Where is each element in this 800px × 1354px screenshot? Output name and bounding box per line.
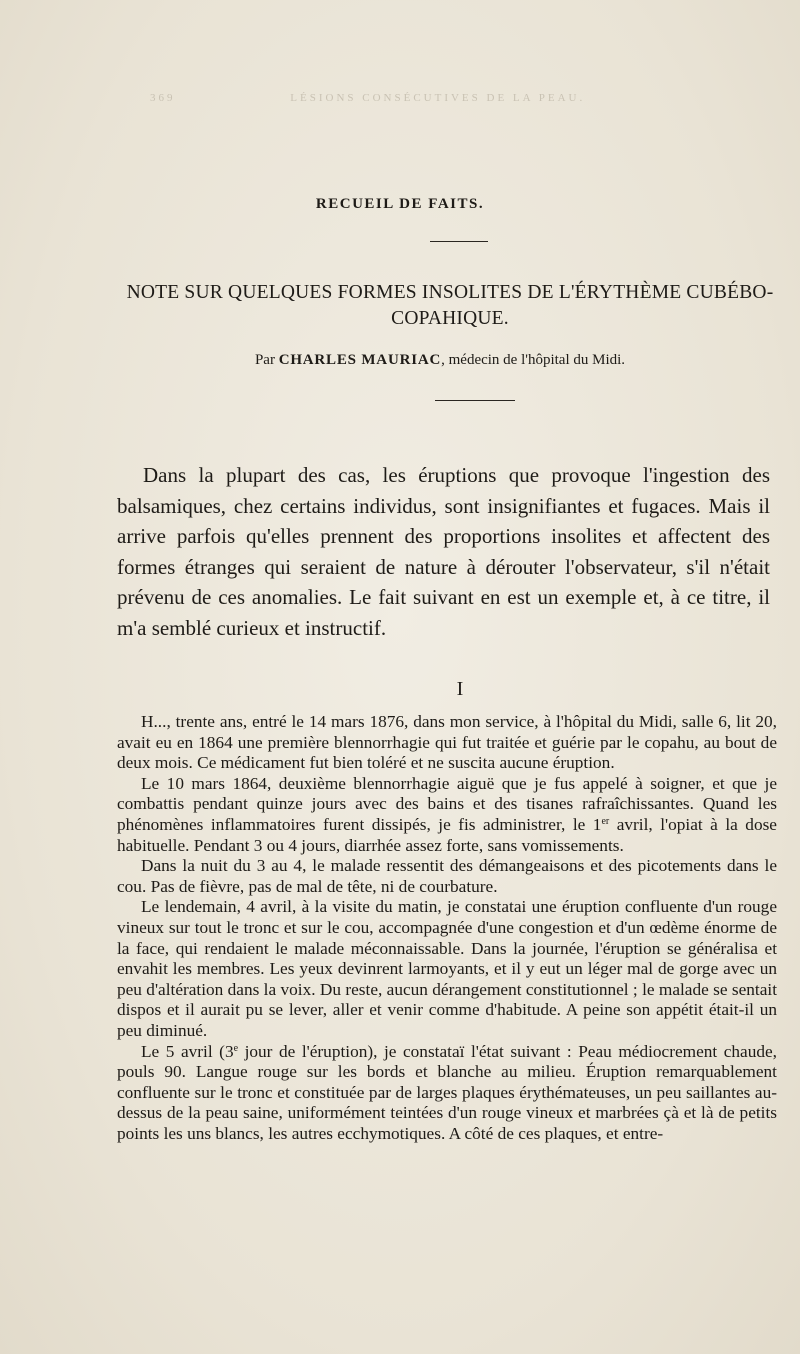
paragraph-3: Dans la nuit du 3 au 4, le malade ressentit des démangeaisons et des picotements dans le cou. Pas de fièvre, pas de mal de tête, ni de courbature. — [117, 856, 777, 896]
title-divider — [430, 241, 488, 242]
section-number: I — [456, 678, 464, 700]
running-head-text: LÉSIONS CONSÉCUTIVES DE LA PEAU. — [290, 92, 586, 104]
paragraph-1: H..., trente ans, entré le 14 mars 1876, dans mon service, à l'hôpital du Midi, salle 6, lit 20, avait eu en 1864 une première blennorrhagie qui fut traitée et guérie par le copahu, au bout de deux mois. Ce médicament fut bien toléré et ne suscita aucune éruption. — [117, 712, 777, 773]
article-title: NOTE SUR QUELQUES FORMES INSOLITES DE L'ÉRYTHÈME CUBÉBO-COPAHIQUE. — [126, 282, 774, 329]
byline — [140, 352, 740, 369]
byline-divider — [435, 400, 515, 401]
author-affiliation: , médecin de l'hôpital du Midi. — [441, 352, 626, 368]
section-title: RECUEIL DE FAITS. — [315, 196, 485, 212]
running-head — [150, 92, 700, 104]
body-text — [117, 712, 777, 1144]
byline-prefix: Par — [254, 352, 275, 368]
intro-paragraph: Dans la plupart des cas, les éruptions que provoque l'ingestion des balsamiques, chez certains individus, sont insignifiantes et fugaces. Mais il arrive parfois qu'elles prennent des proportions insolites et affectent des formes étranges qui seraient de nature à dérouter l'observateur, s'il n'était prévenu de ces anomalies. Le fait suivant en est un exemple et, à ce titre, il m'a semblé curieux et instructif. — [117, 463, 770, 640]
running-head-page-number: 369 — [150, 92, 176, 104]
paragraph-5: Le 5 avril (3e jour de l'éruption), je constataï l'état suivant : Peau médiocrement chaude, pouls 90. Langue rouge sur les bords et blanche au milieu. Éruption remarquablement confluente sur le tronc et constituée par de larges plaques érythémateuses, un peu saillantes au-dessus de la peau saine, uniformément teintées d'un rouge vineux et marbrées çà et là de petits points les uns blancs, les autres ecchymotiques. A côté de ces plaques, et entre- — [117, 1041, 777, 1143]
paragraph-4: Le lendemain, 4 avril, à la visite du matin, je constatai une éruption confluente d'un rouge vineux sur tout le tronc et sur le cou, accompagnée d'une congestion et d'un œdème énorme de la face, qui rendaient le malade méconnaissable. Dans la journée, l'éruption se généralisa et envahit les membres. Les yeux devinrent larmoyants, et il y eut un léger mal de gorge avec un peu d'altération dans la voix. Du reste, aucun dérangement constitutionnel ; le malade se sentait dispos et il aurait pu se lever, aller et venir comme d'habitude. A peine son appétit était-il un peu diminué. — [117, 897, 777, 1040]
author-name: CHARLES MAURIAC — [278, 352, 442, 368]
paragraph-2: Le 10 mars 1864, deuxième blennorrhagie aiguë que je fus appelé à soigner, et que je combattis pendant quinze jours avec des bains et des tisanes rafraîchissantes. Quand les phénomènes inflammatoires furent dissipés, je fis administrer, le 1er avril, l'opiat à la dose habituelle. Pendant 3 ou 4 jours, diarrhée assez forte, sans vomissements. — [117, 773, 777, 855]
